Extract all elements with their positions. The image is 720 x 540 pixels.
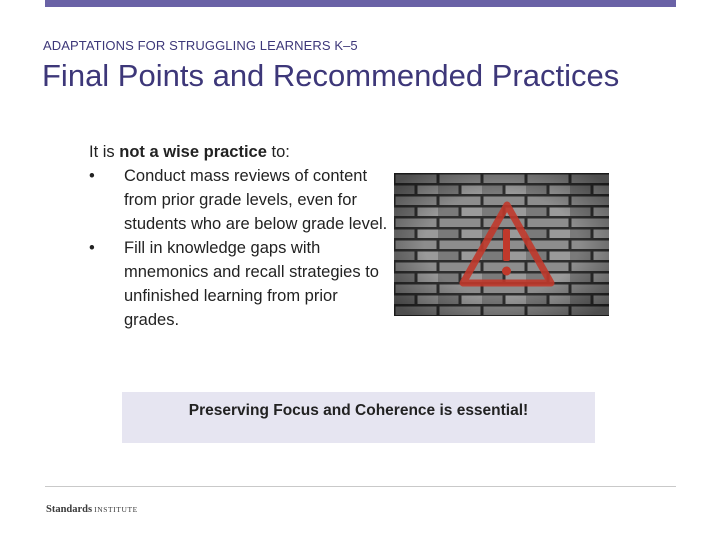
footer-divider bbox=[45, 486, 676, 487]
top-accent-bar bbox=[45, 0, 676, 7]
bullet-icon: • bbox=[89, 239, 95, 257]
intro-line bbox=[89, 140, 389, 164]
logo-word-standards: Standards bbox=[46, 504, 93, 515]
practice-list bbox=[89, 164, 389, 332]
list-item bbox=[89, 164, 389, 236]
slide-title: Final Points and Recommended Practices bbox=[42, 58, 620, 93]
list-item bbox=[89, 236, 389, 332]
intro-emphasis: not a wise practice bbox=[119, 143, 267, 161]
intro-pre: It is bbox=[89, 143, 120, 161]
brick-wall-warning-image bbox=[394, 173, 609, 316]
key-message-callout bbox=[122, 392, 595, 443]
intro-post: to: bbox=[266, 143, 290, 161]
list-item-text: Fill in knowledge gaps with mnemonics and recall strategies to unfinished learning from prior grades. bbox=[124, 239, 379, 329]
slide-kicker: ADAPTATIONS FOR STRUGGLING LEARNERS K–5 bbox=[43, 38, 358, 53]
logo-word-institute: INSTITUTE bbox=[94, 505, 138, 514]
list-item-text: Conduct mass reviews of content from prior grade levels, even for students who are below grade level. bbox=[124, 167, 388, 233]
bullet-icon: • bbox=[89, 167, 95, 185]
callout-text: Preserving Focus and Coherence is essential! bbox=[188, 402, 529, 419]
body-text bbox=[89, 140, 389, 332]
standards-institute-logo bbox=[46, 504, 138, 515]
